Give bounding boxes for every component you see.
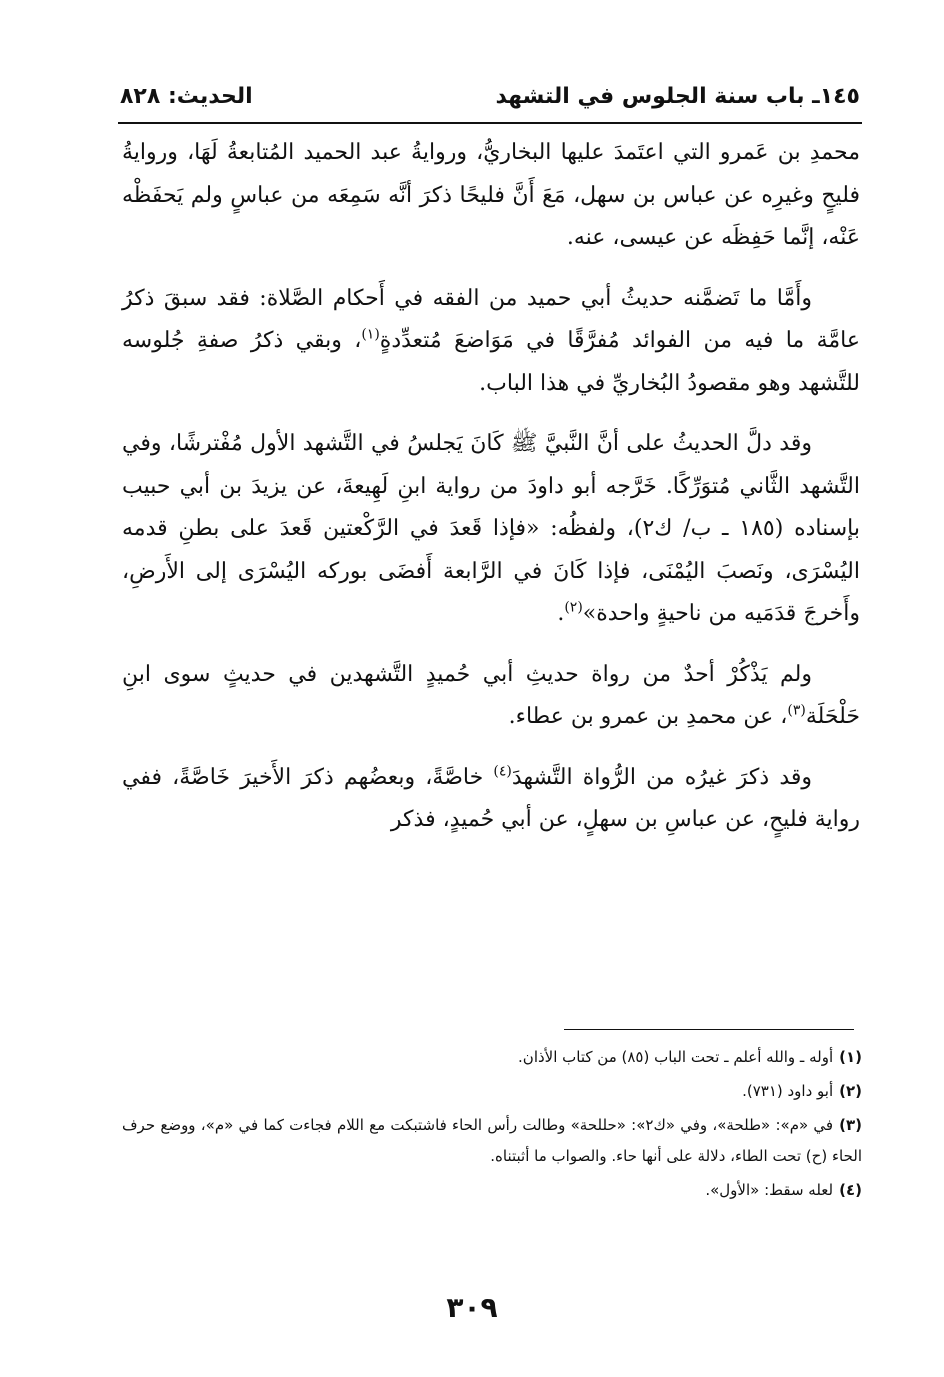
footnotes: [122, 1042, 862, 1209]
paragraph-1: [122, 132, 860, 260]
footnote-3: [122, 1110, 862, 1172]
paragraph-text: وقد ذكرَ غيرُه من الرُّواة التَّشهدَ: [511, 764, 813, 790]
header-rule: [118, 122, 862, 124]
footnote-4: [122, 1175, 862, 1206]
footnote-ref: (١): [361, 326, 380, 343]
paragraph-text: محمدِ بن عَمرو التي اعتَمدَ عليها البخاريُّ، وروايةُ عبد الحميد المُتابعةُ لَهَا، وروايةُ فليحٍ وغيرِه عن عباس بن سهل، مَعَ أَنَّ فليحًا ذكرَ أنَّه سَمِعَه من عباسٍ ولم يَحفَظْه عَنْه، إنَّما حَفِظَه عن عيسى، عنه.: [122, 140, 860, 250]
paragraph-text: ، وبقي ذكرُ صفةِ جُلوسه للتَّشهد وهو مقصودُ البُخاريِّ في هذا الباب.: [122, 328, 860, 396]
footnote-number: (١): [839, 1048, 862, 1066]
paragraph-4: [122, 654, 860, 739]
running-header: [120, 80, 860, 120]
footnote-number: (٣): [839, 1116, 862, 1134]
paragraph-text: ولم يَذْكُرْ أحدٌ من رواة حديثِ أبي حُميدٍ التَّشهدين في حديثٍ سوى ابنِ حَلْحَلَة: [122, 661, 860, 729]
paragraph-text: خاصَّةً، وبعضُهم ذكرَ الأَخيرَ خَاصَّةً، ففي رواية فليحٍ، عن عباسِ بن سهلٍ، عن أبي حُميدٍ، فذكر: [122, 764, 860, 832]
paragraph-5: [122, 757, 860, 842]
paragraph-3: [122, 423, 860, 636]
footnote-1: [122, 1042, 862, 1073]
paragraph-text: وقد دلَّ الحديثُ على أنَّ النَّبيَّ ﷺ كَانَ يَجلسُ في التَّشهد الأول مُفْترشًا، وفي التَّشهد الثَّاني مُتوَرِّكًا. خَرَّجه أبو داودَ من رواية ابنِ لَهِيعةَ، عن يزيدَ بن أبي حبيب بإسناده (١٨٥ ـ ب/ ك٢)، ولفظُه: «فإذا قَعدَ في الرَّكْعتين قَعدَ على بطنِ قدمه اليُسْرَى، ونَصبَ اليُمْنَى، فإذا كَانَ في الرَّابعة أَفضَى بوركه اليُسْرَى إلى الأَرضِ، وأَخرجَ قدَمَيه من ناحيةٍ واحدة»: [122, 431, 860, 626]
paragraph-text: وأَمَّا ما تَضمَّنه حديثُ أبي حميد من الفقه في أَحكام الصَّلاة: فقد سبقَ ذكرُ عامَّة ما فيه من الفوائد مُفرَّقًا في مَوَاضعَ مُتعدِّدةٍ: [122, 285, 860, 353]
page-number: ٣٠٩: [446, 1291, 498, 1324]
footnote-text: في «م»: «طلحة»، وفي «ك٢»: «حللحة» وطالت رأس الحاء فاشتبكت مع اللام فجاءت كما في «م»، ووضع حرف الحاء (ح) تحت الطاء، دلالة على أنها حاء. والصواب ما أثبتناه.: [122, 1116, 862, 1165]
footnote-text: أوله ـ والله أعلم ـ تحت الباب (٨٥) من كتاب الأذان.: [518, 1048, 834, 1066]
hadith-number: الحديث: ٨٢٨: [120, 84, 253, 109]
footnote-2: [122, 1076, 862, 1107]
footnote-number: (٢): [839, 1082, 862, 1100]
footnote-text: أبو داود (٧٣١).: [742, 1082, 834, 1100]
chapter-title: ١٤٥ـ باب سنة الجلوس في التشهد: [495, 84, 860, 109]
paragraph-text: .: [557, 601, 565, 626]
footnote-text: لعله سقط: «الأول».: [705, 1181, 834, 1199]
footnote-ref: (٣): [787, 702, 806, 719]
footnote-number: (٤): [839, 1181, 862, 1199]
footnote-ref: (٤): [493, 763, 512, 780]
footnote-separator: [564, 1029, 854, 1030]
paragraph-2: [122, 278, 860, 406]
main-text: [122, 132, 860, 860]
paragraph-text: ، عن محمدِ بن عمرو بن عطاء.: [508, 704, 788, 729]
footnote-ref: (٢): [564, 599, 583, 616]
